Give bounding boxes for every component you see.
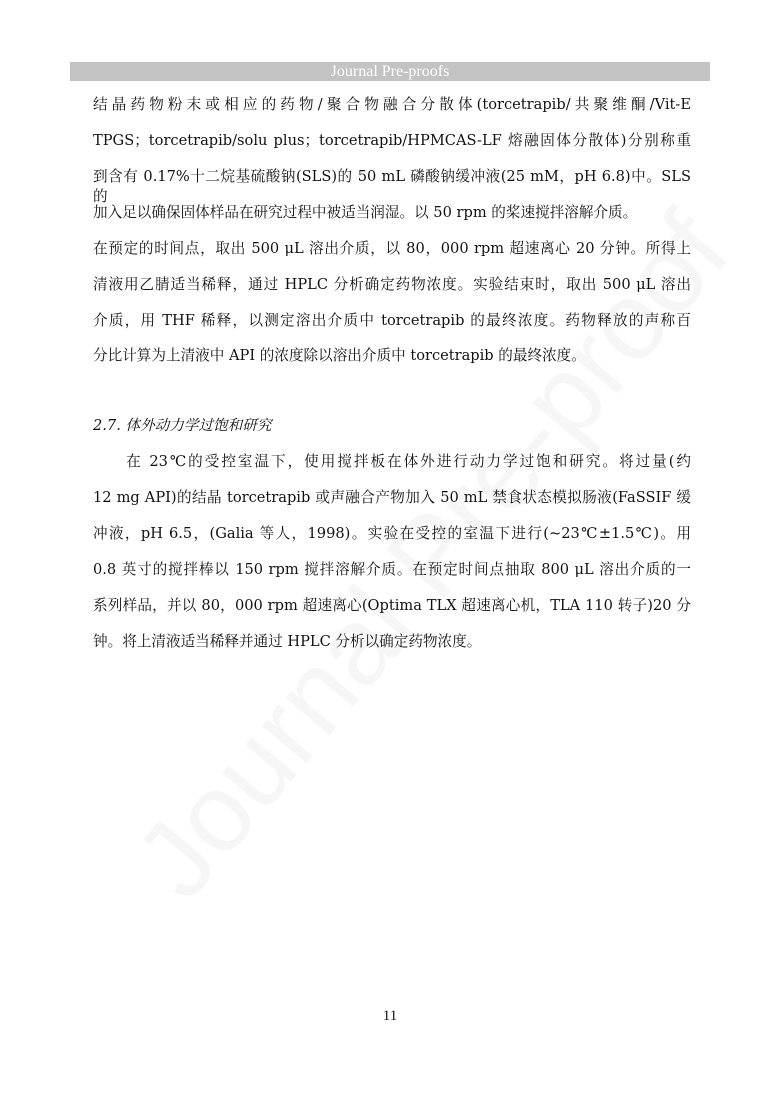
text-line: 清液用乙腈适当稀释，通过 HPLC 分析确定药物浓度。实验结束时，取出 500 μL 溶出 — [93, 276, 691, 293]
journal-header: Journal Pre-proofs — [70, 62, 710, 81]
page-number: 11 — [382, 1008, 398, 1024]
watermark — [110, 189, 754, 922]
text-line: 在 23℃的受控室温下，使用搅拌板在体外进行动力学过饱和研究。将过量(约 — [93, 453, 691, 470]
text-line: 分比计算为上清液中 API 的浓度除以溶出介质中 torcetrapib 的最终浓度。 — [93, 347, 586, 364]
text-line: 到含有 0.17%十二烷基硫酸钠(SLS)的 50 mL 磷酸钠缓冲液(25 mM，pH 6.8)中。SLS 的 — [93, 168, 691, 205]
text-line: 12 mg API)的结晶 torcetrapib 或声融合产物加入 50 mL 禁食状态模拟肠液(FaSSIF 缓 — [93, 489, 691, 506]
text-line: 加入足以确保固体样品在研究过程中被适当润湿。以 50 rpm 的桨速搅拌溶解介质。 — [93, 204, 638, 221]
text-line: 0.8 英寸的搅拌棒以 150 rpm 搅拌溶解介质。在预定时间点抽取 800 μL 溶出介质的一 — [93, 561, 691, 578]
text-line: TPGS；torcetrapib/solu plus；torcetrapib/HPMCAS-LF 熔融固体分散体)分别称重 — [93, 132, 691, 149]
text-line: 钟。将上清液适当稀释并通过 HPLC 分析以确定药物浓度。 — [93, 633, 482, 650]
text-line: 结晶药物粉末或相应的药物/聚合物融合分散体(torcetrapib/共聚维酮/Vit-E — [93, 96, 691, 113]
section-heading: 2.7. 体外动力学过饱和研究 — [93, 417, 272, 434]
text-line: 冲液，pH 6.5，(Galia 等人，1998)。实验在受控的室温下进行(~23℃±1.5℃)。用 — [93, 525, 691, 542]
text-line: 系列样品，并以 80，000 rpm 超速离心(Optima TLX 超速离心机，TLA 110 转子)20 分 — [93, 597, 691, 614]
text-line: 介质，用 THF 稀释，以测定溶出介质中 torcetrapib 的最终浓度。药物释放的声称百 — [93, 312, 691, 329]
text-line: 在预定的时间点，取出 500 μL 溶出介质，以 80，000 rpm 超速离心 20 分钟。所得上 — [93, 240, 691, 257]
